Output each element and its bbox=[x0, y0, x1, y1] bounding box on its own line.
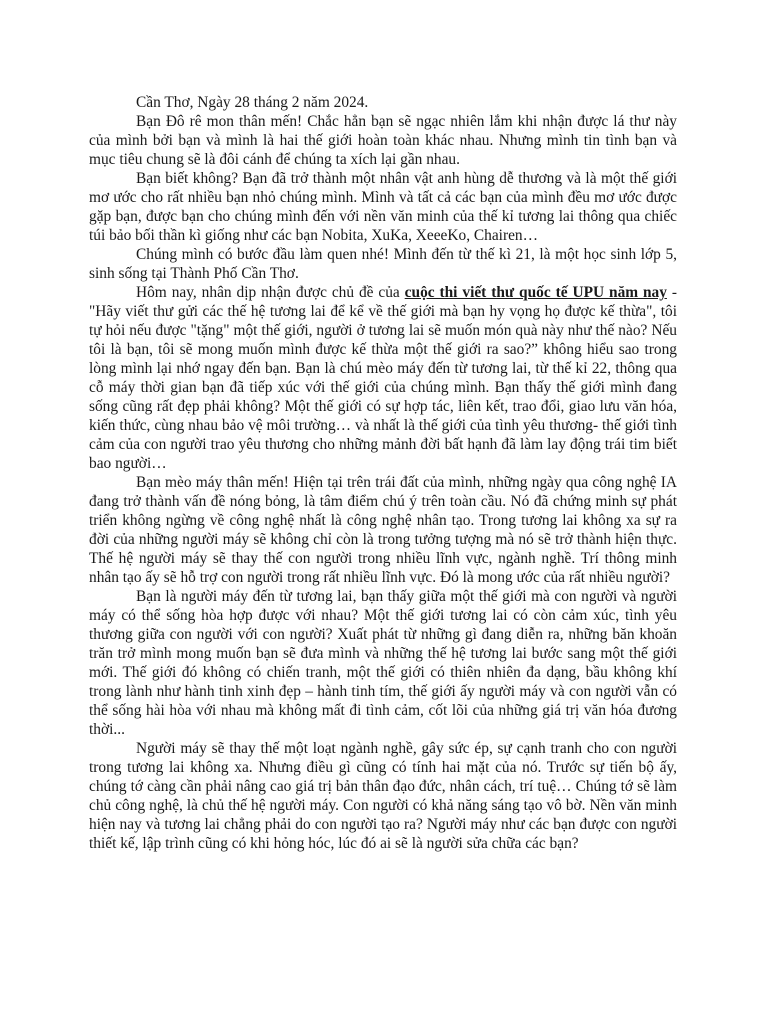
contest-intro-text: Hôm nay, nhân dịp nhận được chủ đề của bbox=[136, 284, 405, 301]
paragraph-ai-technology: Bạn mèo máy thân mến! Hiện tại trên trái đất của mình, những ngày qua công nghệ IA đang trở thành vấn đề nóng bỏng, là tâm điểm chú ý trên toàn cầu. Nó đã chứng minh sự phát triển không ngừng về công nghệ nhất là công nghệ nhân tạo. Trong tương lai không xa sự ra đời của những người máy sẽ không chỉ còn là trong tưởng tượng mà nó sẽ trở thành hiện thực. Thế hệ người máy sẽ thay thế con người trong nhiều lĩnh vực, ngành nghề. Trí thông minh nhân tạo ấy sẽ hỗ trợ con người trong rất nhiều lĩnh vực. Đó là mong ước của rất nhiều người? bbox=[89, 474, 677, 586]
paragraph-robots-replace: Người máy sẽ thay thế một loạt ngành nghề, gây sức ép, sự cạnh tranh cho con người trong tương lai không xa. Nhưng điều gì cũng có tính hai mặt của nó. Trước sự tiến bộ ấy, chúng tớ càng cần phải nâng cao giá trị bản thân đạo đức, nhân cách, trí tuệ… Chúng tớ sẽ làm chủ công nghệ, là chủ thế hệ người máy. Con người có khả năng sáng tạo vô bờ. Nền văn minh hiện nay và tương lai chẳng phải do con người tạo ra? Người máy như các bạn được con người thiết kế, lập trình cũng có khi hỏng hóc, lúc đó ai sẽ là người sửa chữa các bạn? bbox=[89, 740, 677, 852]
paragraph-introduction: Chúng mình có bước đầu làm quen nhé! Mình đến từ thế kì 21, là một học sinh lớp 5, sinh sống tại Thành Phố Cần Thơ. bbox=[89, 246, 677, 282]
paragraph-greeting: Bạn Đô rê mon thân mến! Chắc hẳn bạn sẽ ngạc nhiên lắm khi nhận được lá thư này của mình bởi bạn và mình là hai thế giới hoàn toàn khác nhau. Nhưng mình tin tình bạn và mục tiêu chung sẽ là đôi cánh để chúng ta xích lại gần nhau. bbox=[89, 113, 677, 168]
contest-body-text: - "Hãy viết thư gửi các thế hệ tương lai để kể về thế giới mà bạn hy vọng họ được kế thừa", tôi tự hỏi nếu được "tặng" một thế giới, người ở tương lai sẽ muốn món quà này như thế nào? Nếu tôi là bạn, tôi sẽ mong muốn mình được kế thừa một thế giới ra sao?” không hiểu sao trong lòng mình lại nhớ ngay đến bạn. Bạn là chú mèo máy đến từ tương lai, từ thế kỉ 22, thông qua cỗ máy thời gian bạn đã tiếp xúc với thế giới của chúng mình. Bạn thấy thế giới mình đang sống cũng rất đẹp phải không? Một thế giới có sự hợp tác, liên kết, trao đổi, giao lưu văn hóa, kiến thức, cùng nhau bảo vệ môi trường… và nhất là thế giới của tình yêu thương- thế giới tình cảm của con người trao yêu thương cho những mảnh đời bất hạnh đã làm lay động trái tim biết bao người… bbox=[89, 284, 677, 472]
date-line: Cần Thơ, Ngày 28 tháng 2 năm 2024. bbox=[136, 94, 369, 111]
letter-page bbox=[89, 93, 677, 853]
paragraph-contest-topic bbox=[89, 283, 677, 473]
paragraph-future-world: Bạn là người máy đến từ tương lai, bạn thấy giữa một thế giới mà con người và người máy có thể sống hòa hợp được với nhau? Một thế giới tương lai có còn cảm xúc, tình yêu thương giữa con người với con người? Xuất phát từ những gì đang diễn ra, những băn khoăn trăn trở mình mong muốn bạn sẽ đưa mình và những thế hệ tương lai bước sang một thế giới mới. Thế giới đó không có chiến tranh, một thế giới có thiên nhiên đa dạng, bầu không khí trong lành như hành tinh xinh đẹp – hành tinh tím, thế giới ấy người máy và con người vẫn có thể sống hài hòa với nhau mà không mất đi tình cảm, cốt lõi của những giá trị văn hóa đương thời... bbox=[89, 588, 677, 738]
contest-topic-highlight: cuộc thi viết thư quốc tế UPU năm nay bbox=[404, 284, 667, 301]
paragraph-doraemon-hero: Bạn biết không? Bạn đã trở thành một nhân vật anh hùng dễ thương và là một thế giới mơ ước cho rất nhiều bạn nhỏ chúng mình. Mình và tất cả các bạn của mình đều mơ ước được gặp bạn, được bạn cho chúng mình đến với nền văn minh của thế kỉ tương lai thông qua chiếc túi bảo bối thần kì giống như các bạn Nobita, XuKa, XeeeKo, Chairen… bbox=[89, 170, 677, 244]
